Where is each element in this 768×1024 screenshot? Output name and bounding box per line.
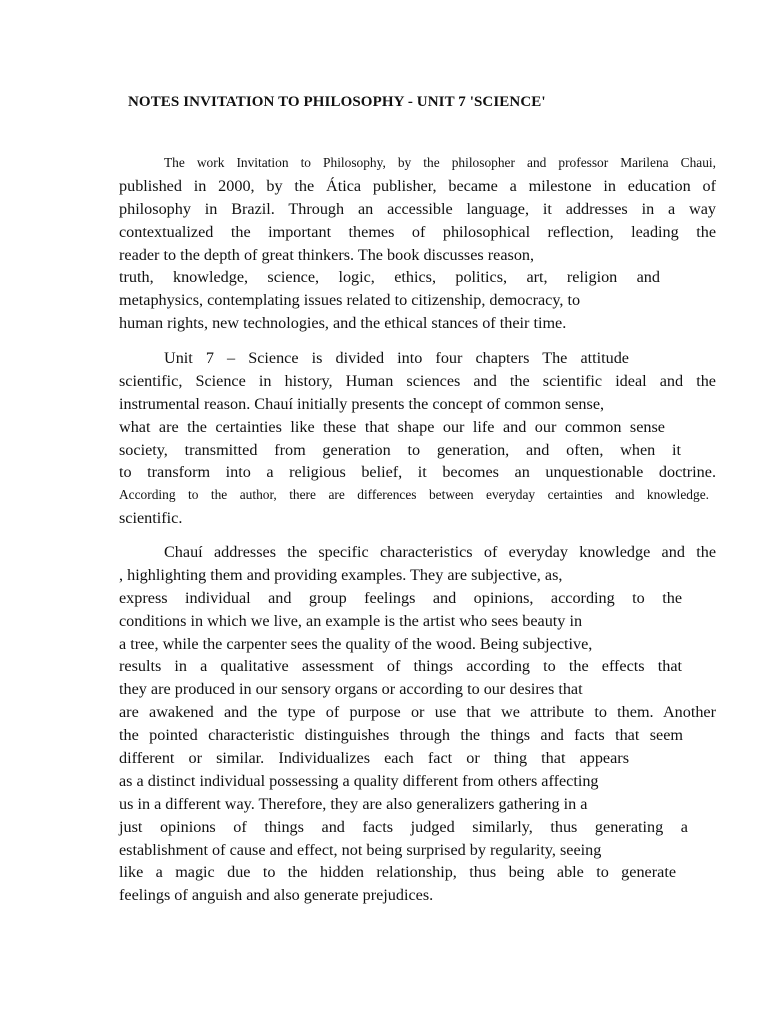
paragraph-line: contextualized the important themes of philosophical reflection, leading the [119,222,716,241]
paragraph-line: the pointed characteristic distinguishes through the things and facts that seem [119,726,683,745]
paragraph-line: just opinions of things and facts judged similarly, thus generating a [119,817,688,836]
paragraph-line: Chauí addresses the specific characteristics of everyday knowledge and the [164,543,716,561]
paragraph-line: Unit 7 – Science is divided into four chapters The attitude [164,349,629,367]
paragraph-line: scientific. [119,509,183,528]
paragraph-line: what are the certainties like these that shape our life and our common sense [119,417,665,436]
paragraph-line: According to the author, there are differences between everyday certainties and knowledge. [119,487,709,503]
paragraph-line: like a magic due to the hidden relationship, thus being able to generate [119,863,676,882]
paragraph-line: society, transmitted from generation to generation, and often, when it [119,440,681,459]
paragraph-line: philosophy in Brazil. Through an accessible language, it addresses in a way [119,199,716,218]
paragraph-line: as a distinct individual possessing a quality different from others affecting [119,771,599,790]
paragraph-line: reader to the depth of great thinkers. The book discusses reason, [119,245,535,264]
paragraph-line: results in a qualitative assessment of things according to the effects that [119,657,682,676]
paragraph-line: , highlighting them and providing examples. They are subjective, as, [119,565,563,584]
document-title: NOTES INVITATION TO PHILOSOPHY - UNIT 7 'SCIENCE' [128,94,546,110]
paragraph-line: a tree, while the carpenter sees the quality of the wood. Being subjective, [119,634,593,653]
paragraph-line: The work Invitation to Philosophy, by the philosopher and professor Marilena Chaui, [164,155,716,170]
paragraph-line: express individual and group feelings and opinions, according to the [119,588,682,607]
paragraph-line: different or similar. Individualizes each fact or thing that appears [119,749,629,768]
paragraph-line: feelings of anguish and also generate prejudices. [119,886,434,905]
paragraph-characteristics [119,541,716,907]
paragraph-line: human rights, new technologies, and the ethical stances of their time. [119,314,567,333]
paragraph-line: scientific, Science in history, Human sciences and the scientific ideal and the [119,371,716,390]
paragraph-line: are awakened and the type of purpose or use that we attribute to them. Another [119,703,716,722]
paragraph-line: metaphysics, contemplating issues related to citizenship, democracy, to [119,291,581,310]
paragraph-line: instrumental reason. Chauí initially presents the concept of common sense, [119,394,605,413]
paragraph-line: establishment of cause and effect, not being surprised by regularity, seeing [119,840,602,859]
paragraph-line: conditions in which we live, an example is the artist who sees beauty in [119,611,583,630]
paragraph-line: published in 2000, by the Ática publisher, became a milestone in education of [119,176,716,195]
paragraph-line: to transform into a religious belief, it becomes an unquestionable doctrine. [119,463,716,482]
paragraph-unit-7 [119,347,716,530]
paragraph-line: they are produced in our sensory organs or according to our desires that [119,680,583,699]
paragraph-line: us in a different way. Therefore, they are also generalizers gathering in a [119,794,588,813]
paragraph-line: truth, knowledge, science, logic, ethics, politics, art, religion and [119,268,660,287]
paragraph-intro [119,152,716,335]
